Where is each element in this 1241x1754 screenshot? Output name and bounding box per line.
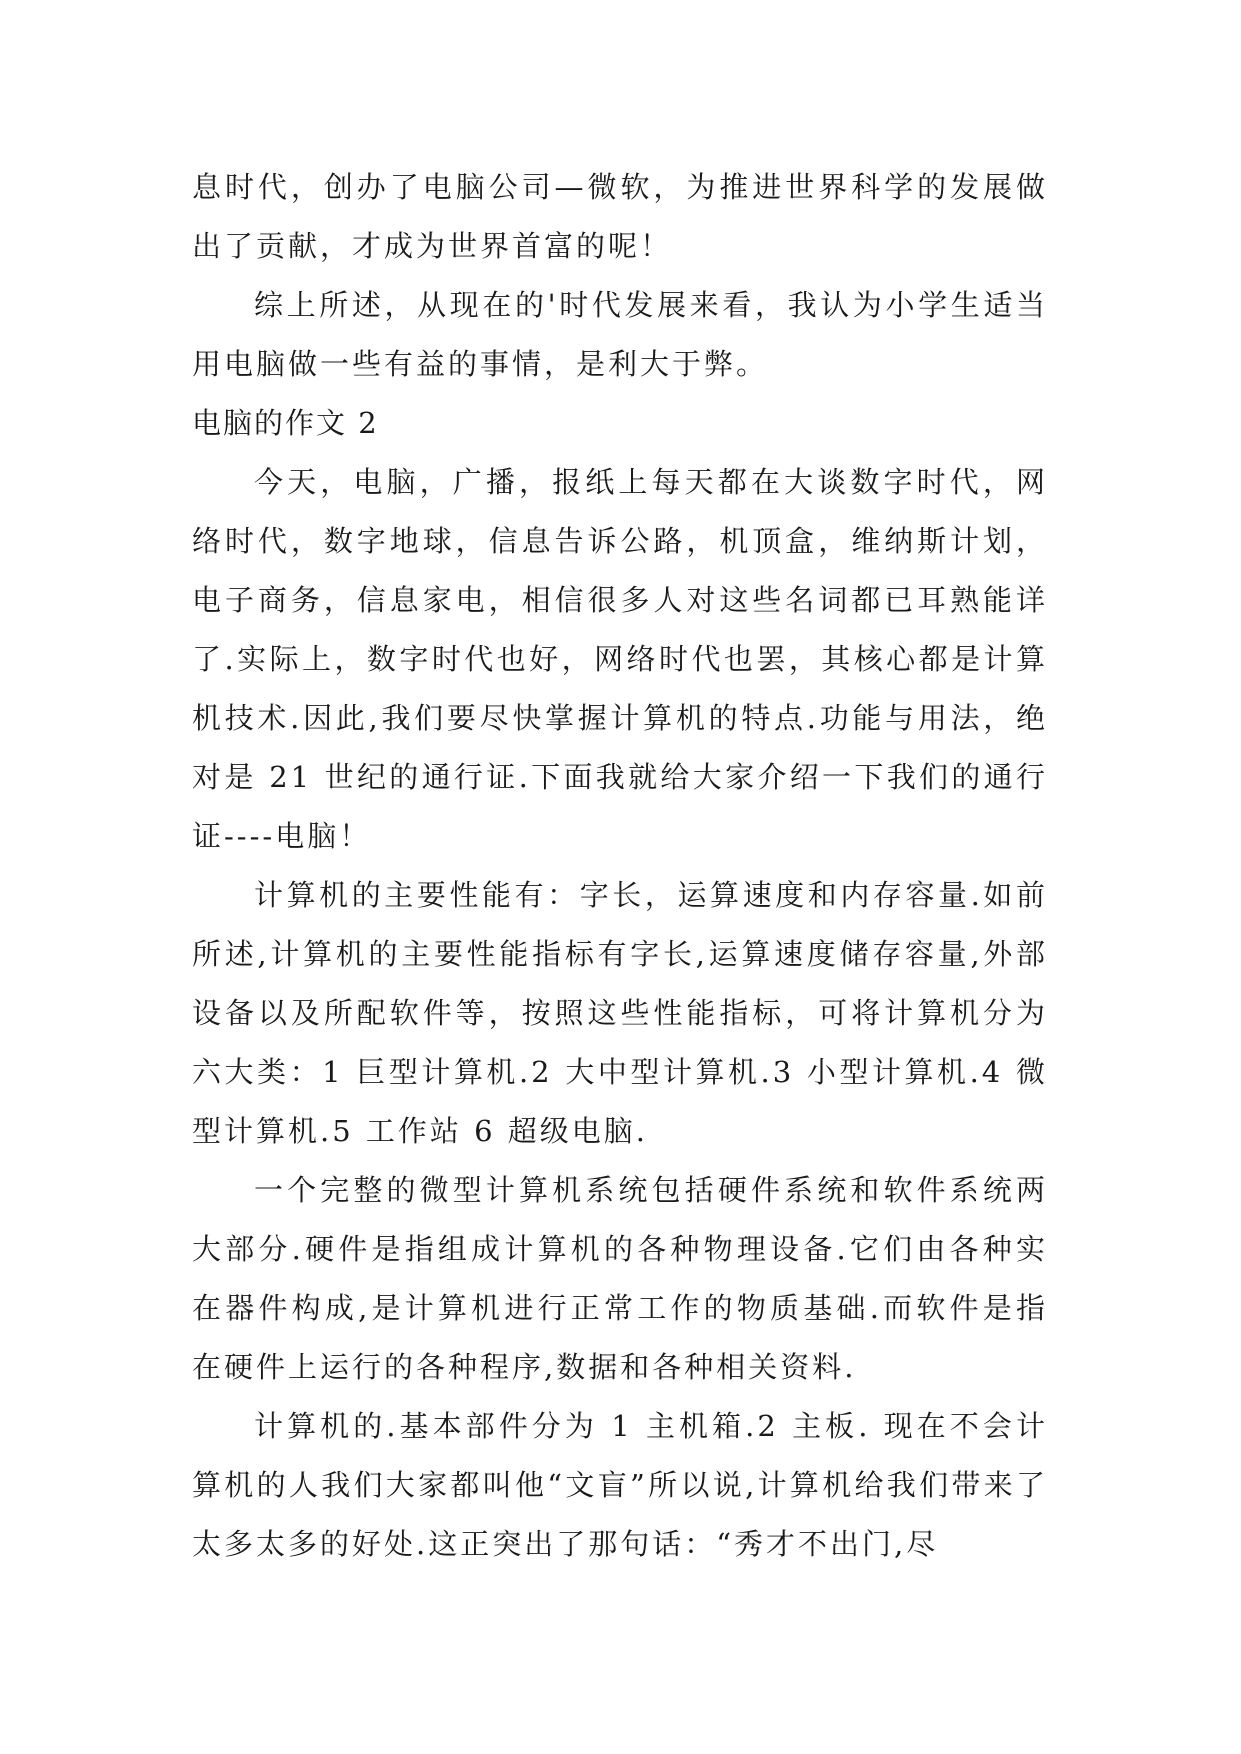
paragraph-2: 综上所述，从现在的'时代发展来看，我认为小学生适当用电脑做一些有益的事情，是利大于弊。 [192, 288, 1048, 381]
paragraph-3: 今天，电脑，广播，报纸上每天都在大谈数字时代，网络时代，数字地球，信息告诉公路，机顶盒，维纳斯计划，电子商务，信息家电，相信很多人对这些名词都已耳熟能详了.实际上，数字时代也好，网络时代也罢，其核心都是计算机技术.因此,我们要尽快掌握计算机的特点.功能与用法，绝对是 21 世纪的通行证.下面我就给大家介绍一下我们的通行证----电脑！ [192, 465, 1048, 853]
paragraph-5: 一个完整的微型计算机系统包括硬件系统和软件系统两大部分.硬件是指组成计算机的各种物理设备.它们由各种实在器件构成,是计算机进行正常工作的物质基础.而软件是指在硬件上运行的各种程序,数据和各种相关资料. [192, 1173, 1048, 1384]
section-heading: 电脑的作文 2 [192, 406, 379, 440]
paragraph-6: 计算机的.基本部件分为 1 主机箱.2 主板. 现在不会计算机的人我们大家都叫他“文盲”所以说,计算机给我们带来了太多太多的好处.这正突出了那句话：“秀才不出门,尽 [192, 1409, 1048, 1561]
document-body [192, 158, 1048, 1574]
paragraph-1: 息时代，创办了电脑公司—微软，为推进世界科学的发展做出了贡献，才成为世界首富的呢！ [192, 170, 1048, 263]
paragraph-4: 计算机的主要性能有：字长，运算速度和内存容量.如前所述,计算机的主要性能指标有字长,运算速度储存容量,外部设备以及所配软件等，按照这些性能指标，可将计算机分为六大类：1 巨型计算机.2 大中型计算机.3 小型计算机.4 微型计算机.5 工作站 6 超级电脑. [192, 878, 1048, 1148]
